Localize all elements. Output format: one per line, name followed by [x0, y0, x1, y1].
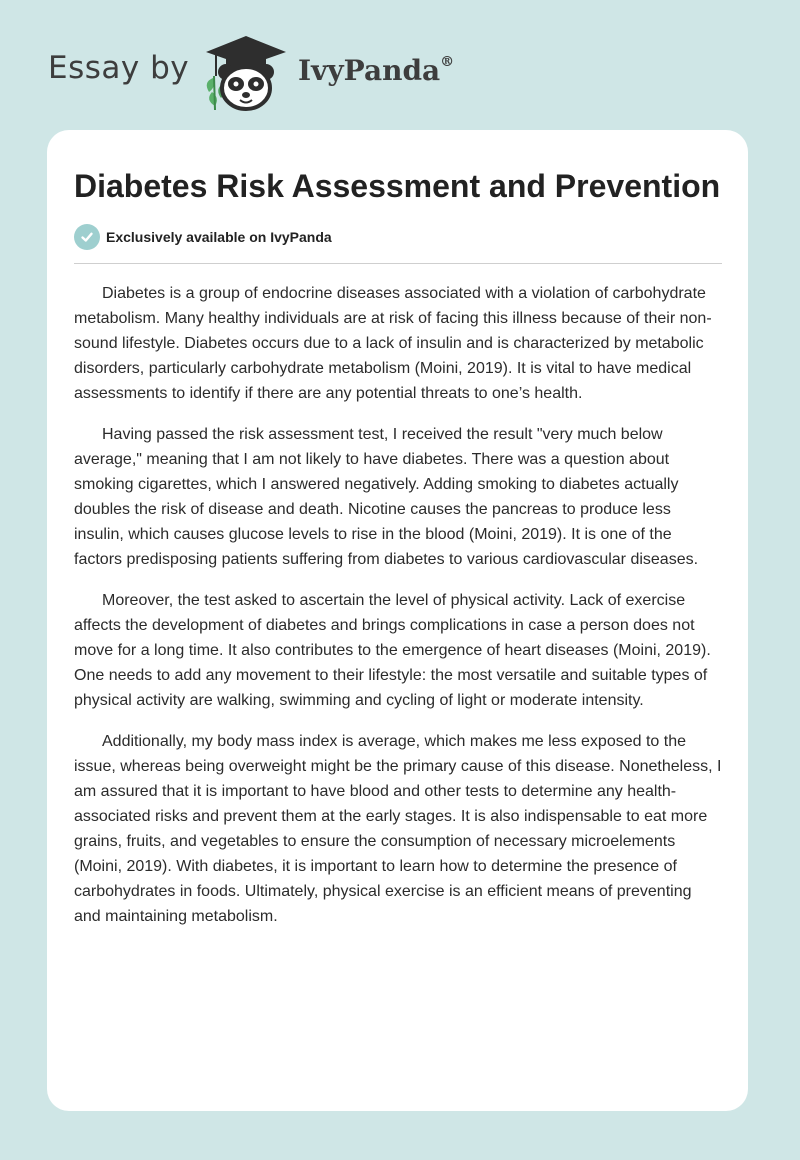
- checkmark-icon: [74, 224, 100, 250]
- registered-mark: ®: [440, 53, 455, 70]
- header-divider: [74, 263, 722, 264]
- panda-graduation-cap-logo-icon[interactable]: [200, 34, 292, 114]
- essay-paragraph: Moreover, the test asked to ascertain the level of physical activity. Lack of exercise affects the development of diabetes and brings complications in case a person does not move for a long time. It also contributes to the emergence of heart diseases (Moini, 2019). One needs to add any movement to their lifestyle: the most versatile and suitable types of physical activity are walking, swimming and cycling of light or moderate intensity.: [74, 592, 711, 709]
- exclusive-badge-label: Exclusively available on IvyPanda: [106, 229, 332, 245]
- essay-body: [74, 281, 722, 929]
- essay-paragraph: Having passed the risk assessment test, I received the result "very much below average," meaning that I am not likely to have diabetes. There was a question about smoking cigarettes, which I answered negatively. Adding smoking to diabetes actually doubles the risk of disease and death. Nicotine causes the pancreas to produce less insulin, which causes glucose levels to rise in the blood (Moini, 2019). It is one of the factors predisposing patients suffering from diabetes to various cardiovascular diseases.: [74, 426, 699, 568]
- essay-paragraph: Additionally, my body mass index is average, which makes me less exposed to the issue, whereas being overweight might be the primary cause of this disease. Nonetheless, I am assured that it is important to have blood and other tests to determine any health-associated risks and prevent them at the early stages. It is also indispensable to eat more grains, fruits, and vegetables to ensure the consumption of necessary microelements (Moini, 2019). With diabetes, it is important to learn how to determine the presence of carbohydrates in foods. Ultimately, physical exercise is an efficient means of preventing and maintaining metabolism.: [74, 733, 722, 925]
- site-header: [48, 34, 508, 114]
- essay-by-label: Essay by: [48, 50, 190, 86]
- brand-name-text: IvyPanda: [298, 54, 441, 87]
- exclusive-badge: [74, 224, 722, 250]
- essay-paragraph: Diabetes is a group of endocrine diseases associated with a violation of carbohydrate metabolism. Many healthy individuals are at risk of facing this illness because of their non-sound lifestyle. Diabetes occurs due to a lack of insulin and is characterized by metabolic disorders, particularly carbohydrate metabolism (Moini, 2019). It is vital to have medical assessments to identify if there are any potential threats to one’s health.: [74, 285, 712, 402]
- essay-title: Diabetes Risk Assessment and Prevention: [74, 168, 721, 204]
- essay-card: [47, 130, 748, 1111]
- brand-name[interactable]: [298, 54, 454, 87]
